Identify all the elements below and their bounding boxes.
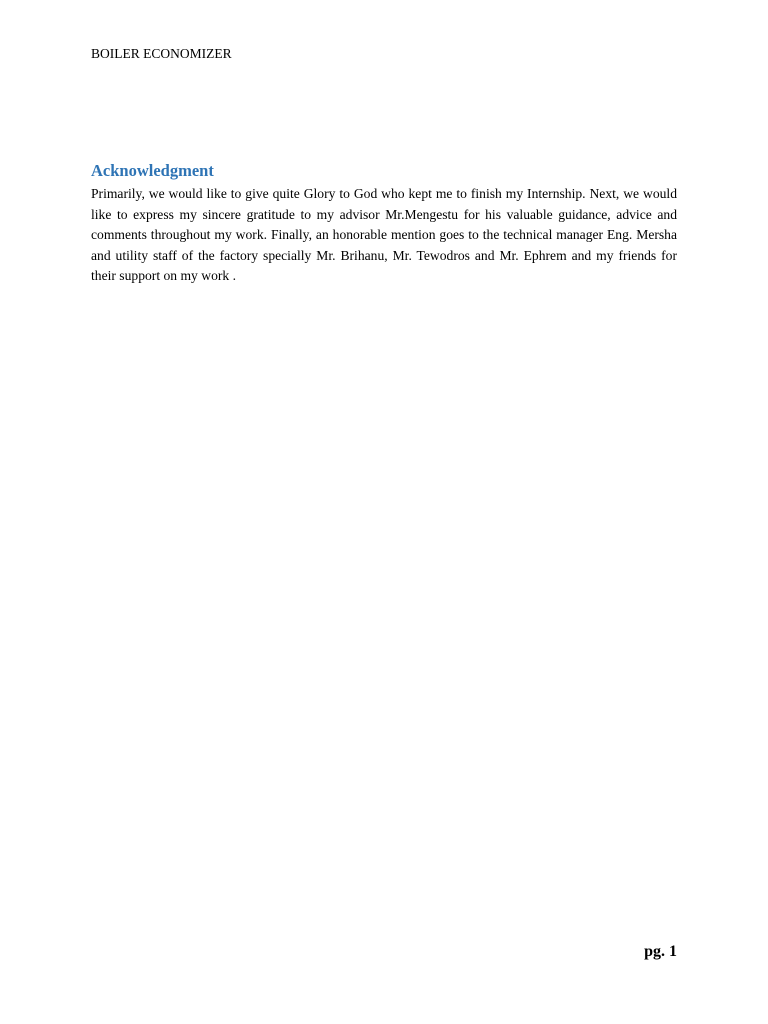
running-header: BOILER ECONOMIZER [91, 46, 232, 61]
section-heading: Acknowledgment [91, 161, 214, 180]
acknowledgment-paragraph: Primarily, we would like to give quite Glory to God who kept me to finish my Internship. Next, we would like to express my sincere gratitude to my advisor Mr.Mengestu for his valuable guidance, advice and comments throughout my work. Finally, an honorable mention goes to the technical manager Eng. Mersha and utility staff of the factory specially Mr. Brihanu, Mr. Tewodros and Mr. Ephrem and my friends for their support on my work . [91, 186, 677, 283]
page-number: pg. 1 [644, 943, 677, 960]
